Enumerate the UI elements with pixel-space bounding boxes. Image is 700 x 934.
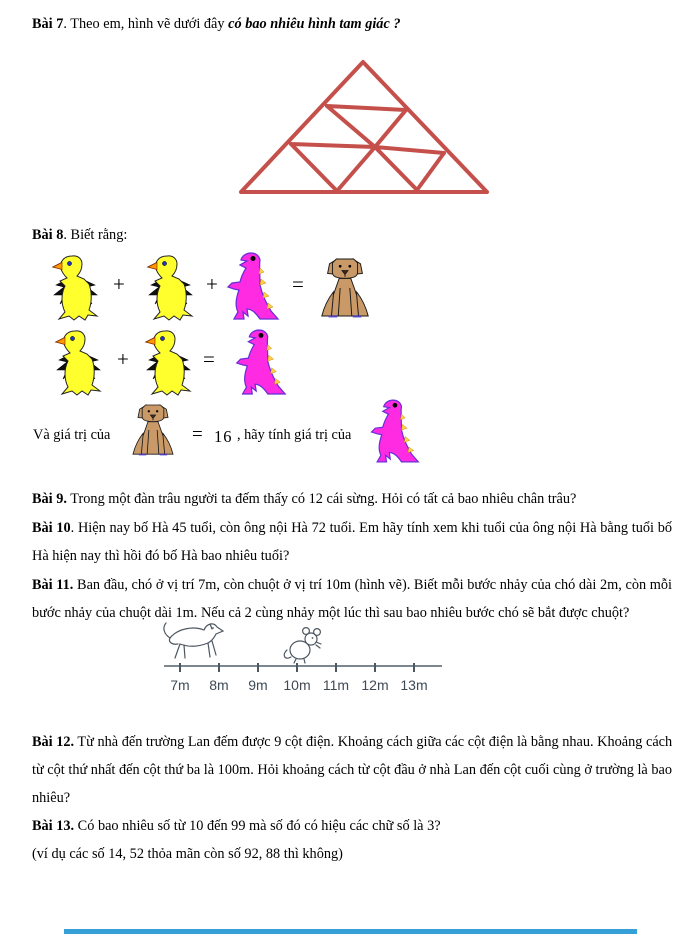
problem-label: Bài 11. [32, 576, 74, 593]
problem-label: Bài 10 [32, 519, 71, 536]
problem-7-emphasis: có bao nhiêu hình tam giác ? [228, 16, 401, 32]
problems-12-13 [32, 728, 672, 868]
problem-13-note: (ví dụ các số 14, 52 thỏa mãn còn số 92, 88 thì không) [32, 846, 343, 862]
problem-10-line-1 [32, 514, 672, 543]
problem-7 [32, 10, 672, 39]
problem-label: Bài 8 [32, 227, 64, 243]
dinosaur-icon [365, 396, 423, 466]
value-suffix-text: , hãy tính giá trị của [237, 427, 352, 443]
problem-label: Bài 9. [32, 491, 67, 507]
equals-sign: = [292, 272, 304, 296]
tick-label: 7m [170, 677, 190, 693]
tick-label: 8m [209, 677, 229, 693]
problem-11-line-1 [32, 571, 672, 600]
plus-sign: + [117, 347, 129, 371]
problem-8 [32, 221, 672, 250]
equals-sign: = [203, 347, 215, 371]
problem-7-line [32, 10, 672, 39]
plus-sign: + [206, 272, 218, 296]
footer-bar [64, 929, 637, 934]
tick-label: 13m [400, 677, 428, 693]
tick-label: 9m [248, 677, 268, 693]
problem-label: Bài 13. [32, 818, 75, 834]
problem-13-line [32, 812, 672, 840]
problem-text: Ban đầu, chó ở vị trí 7m, còn chuột ở vị trí 10m (hình vẽ). Biết mỗi bước nhảy của chó dài 2m, còn mỗi [73, 576, 672, 593]
problem-12-line-2: từ cột thứ nhất đến cột thứ ba là 100m. Hỏi khoảng cách từ cột đầu ở nhà Lan đến cột cuối cùng ở trường là bao [32, 762, 672, 778]
problem-label: Bài 7 [32, 16, 64, 32]
problem-text: Có bao nhiêu số từ 10 đến 99 mà số đó có hiệu các chữ số là 3? [74, 818, 441, 834]
chick-icon [44, 254, 104, 322]
chick-icon [137, 329, 197, 397]
problem-12-line-3: nhiêu? [32, 790, 71, 806]
dog-icon [316, 255, 374, 321]
plus-sign: + [113, 272, 125, 296]
tick-label: 10m [283, 677, 311, 693]
problems-9-10-11 [32, 485, 672, 628]
numberline-labels [170, 677, 427, 693]
triangle-lines [241, 62, 487, 192]
numberline-ticks [180, 663, 414, 672]
dog-value: 16 [214, 427, 233, 446]
problem-text: Trong một đàn trâu người ta đếm thấy có 12 cái sừng. Hỏi có tất cả bao nhiêu chân trâu? [66, 491, 577, 507]
problem-10-line-2: Hà hiện nay thì hồi đó bố Hà bao nhiêu tuổi? [32, 548, 290, 564]
dog-icon [128, 399, 178, 461]
chick-icon [139, 254, 199, 322]
chick-icon [47, 329, 107, 397]
problem-label: Bài 12. [32, 734, 75, 750]
problem-text: Từ nhà đến trường Lan đếm được 9 cột điện. Khoảng cách giữa các cột điện là bằng nhau. Khoảng cách [74, 734, 672, 750]
problem-12-line-1 [32, 728, 672, 756]
tick-label: 11m [322, 677, 350, 693]
problem-11-line-2: bước nhảy của chuột dài 1m. Nếu cả 2 cùng nhảy một lúc thì sau bao nhiêu bước chó sẽ bắt được chuột? [32, 605, 630, 621]
tick-label: 12m [361, 677, 389, 693]
problem-9-line [32, 485, 672, 514]
value-prefix-text: Và giá trị của [33, 427, 111, 443]
numberline-figure [150, 614, 450, 698]
problem-text: . Hiện nay bố Hà 45 tuổi, còn ông nội Hà 72 tuổi. Em hãy tính xem khi tuổi của ông nội Hà bằng tuổi bố [70, 519, 672, 536]
triangle-figure [236, 57, 492, 197]
mouse-sketch [284, 628, 321, 663]
dinosaur-icon [221, 250, 283, 322]
dog-sketch [164, 623, 223, 658]
problem-text: . Biết rằng: [63, 227, 128, 243]
problem-8-line [32, 221, 672, 250]
problem-text: . Theo em, hình vẽ dưới đây [63, 16, 229, 32]
equals-sign: = [192, 424, 203, 445]
dinosaur-icon [230, 327, 290, 397]
